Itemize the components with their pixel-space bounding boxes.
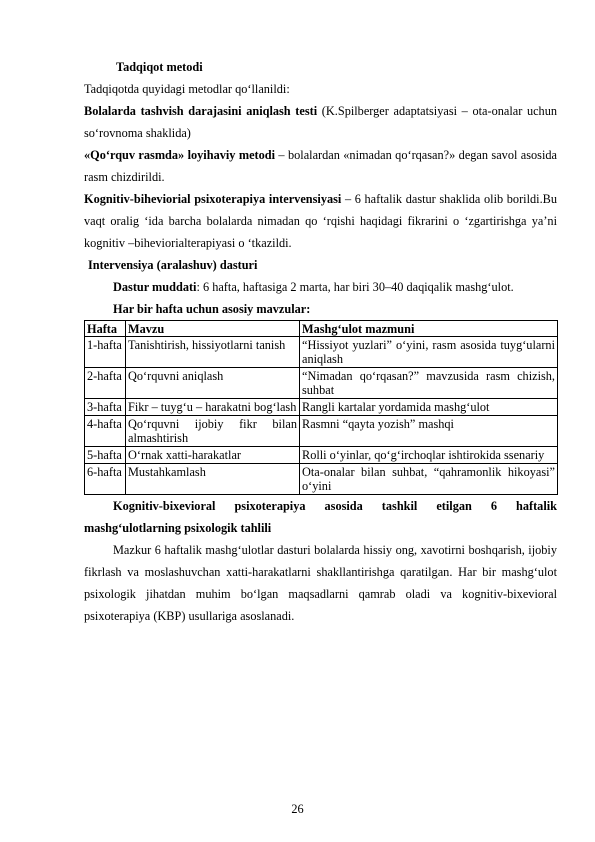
table-row <box>85 368 558 399</box>
week-cell: 5-hafta <box>85 447 126 464</box>
table-row <box>85 399 558 416</box>
weekly-topics-heading: Har bir hafta uchun asosiy mavzular: <box>113 302 311 316</box>
table-row <box>85 447 558 464</box>
analysis-paragraph: Mazkur 6 haftalik mashg‘ulotlar dasturi bolalarda hissiy ong, xavotirni boshqarish, ijobiy fikrlash va moslashuvchan xatti-harakatlarni shakllantirishga qaratilgan. Har bir mashg‘ulot psixologik jihatdan muhim bo‘lgan maqsadlarni qamrab oladi va kognitiv-bixevioral psixoterapiya (KBP) usullariga asoslanadi. <box>84 543 557 623</box>
week-cell: 4-hafta <box>85 416 126 447</box>
method-description: – bolalardan «nimadan qo‘rqasan?» degan savol asosida rasm chizdirildi. <box>84 148 557 184</box>
duration-text: : 6 hafta, haftasiga 2 marta, har biri 30–40 daqiqalik mashg‘ulot. <box>196 280 514 294</box>
page-number: 26 <box>291 802 304 816</box>
week-cell: 3-hafta <box>85 399 126 416</box>
document-page <box>84 56 557 627</box>
week-cell: 6-hafta <box>85 464 126 495</box>
content-cell: “Nimadan qo‘rqasan?” mavzusida rasm chizish, suhbat <box>300 368 558 399</box>
weekly-topics-table <box>84 320 558 495</box>
analysis-heading: Kognitiv-bixevioral psixoterapiya asosida tashkil etilgan 6 haftalik mashg‘ulotlarning psixologik tahlili <box>84 499 557 535</box>
intro-text: Tadqiqotda quyidagi metodlar qo‘llanildi: <box>84 82 290 96</box>
method-description: – 6 haftalik dastur shaklida olib borildi.Bu vaqt oralig ‘ida barcha bolalarda nimadan qo ‘rqishi haqidagi fikrarini o ‘zgartirishga ya’ni kognitiv –biheviorialterapiyasi o ‘tkazildi. <box>84 192 557 250</box>
content-cell: Ota-onalar bilan suhbat, “qahramonlik hikoyasi” o‘yini <box>300 464 558 495</box>
table-row <box>85 337 558 368</box>
method-item <box>84 144 557 188</box>
method-title: «Qo‘rquv rasmda» loyihaviy metodi <box>84 148 276 162</box>
column-header: Mashg‘ulot mazmuni <box>300 321 558 337</box>
table-row <box>85 416 558 447</box>
column-header: Hafta <box>85 321 126 337</box>
content-cell: Rasmni “qayta yozish” mashqi <box>300 416 558 447</box>
method-title: Kognitiv-biheviorial psixoterapiya intervensiyasi <box>84 192 342 206</box>
content-cell: “Hissiyot yuzlari” o‘yini, rasm asosida tuyg‘ularni aniqlash <box>300 337 558 368</box>
section-heading: Tadqiqot metodi <box>116 60 203 74</box>
topic-cell: Qo‘rquvni ijobiy fikr bilan almashtirish <box>126 416 300 447</box>
content-cell: Rolli o‘yinlar, qo‘g‘irchoqlar ishtirokida ssenariy <box>300 447 558 464</box>
week-cell: 1-hafta <box>85 337 126 368</box>
method-title: Bolalarda tashvish darajasini aniqlash testi <box>84 104 318 118</box>
method-item <box>84 188 557 254</box>
topic-cell: Tanishtirish, hissiyotlarni tanish <box>126 337 300 368</box>
topic-cell: O‘rnak xatti-harakatlar <box>126 447 300 464</box>
method-item <box>84 100 557 144</box>
duration-title: Dastur muddati <box>113 280 197 294</box>
topic-cell: Fikr – tuyg‘u – harakatni bog‘lash <box>126 399 300 416</box>
column-header: Mavzu <box>126 321 300 337</box>
method-description: (K.Spilberger adaptatsiyasi – ota-onalar uchun so‘rovnoma shaklida) <box>84 104 557 140</box>
topic-cell: Qo‘rquvni aniqlash <box>126 368 300 399</box>
intervention-heading: Intervensiya (aralashuv) dasturi <box>88 258 258 272</box>
table-header-row <box>85 321 558 337</box>
duration-paragraph <box>84 276 557 298</box>
content-cell: Rangli kartalar yordamida mashg‘ulot <box>300 399 558 416</box>
table-row <box>85 464 558 495</box>
topic-cell: Mustahkamlash <box>126 464 300 495</box>
week-cell: 2-hafta <box>85 368 126 399</box>
